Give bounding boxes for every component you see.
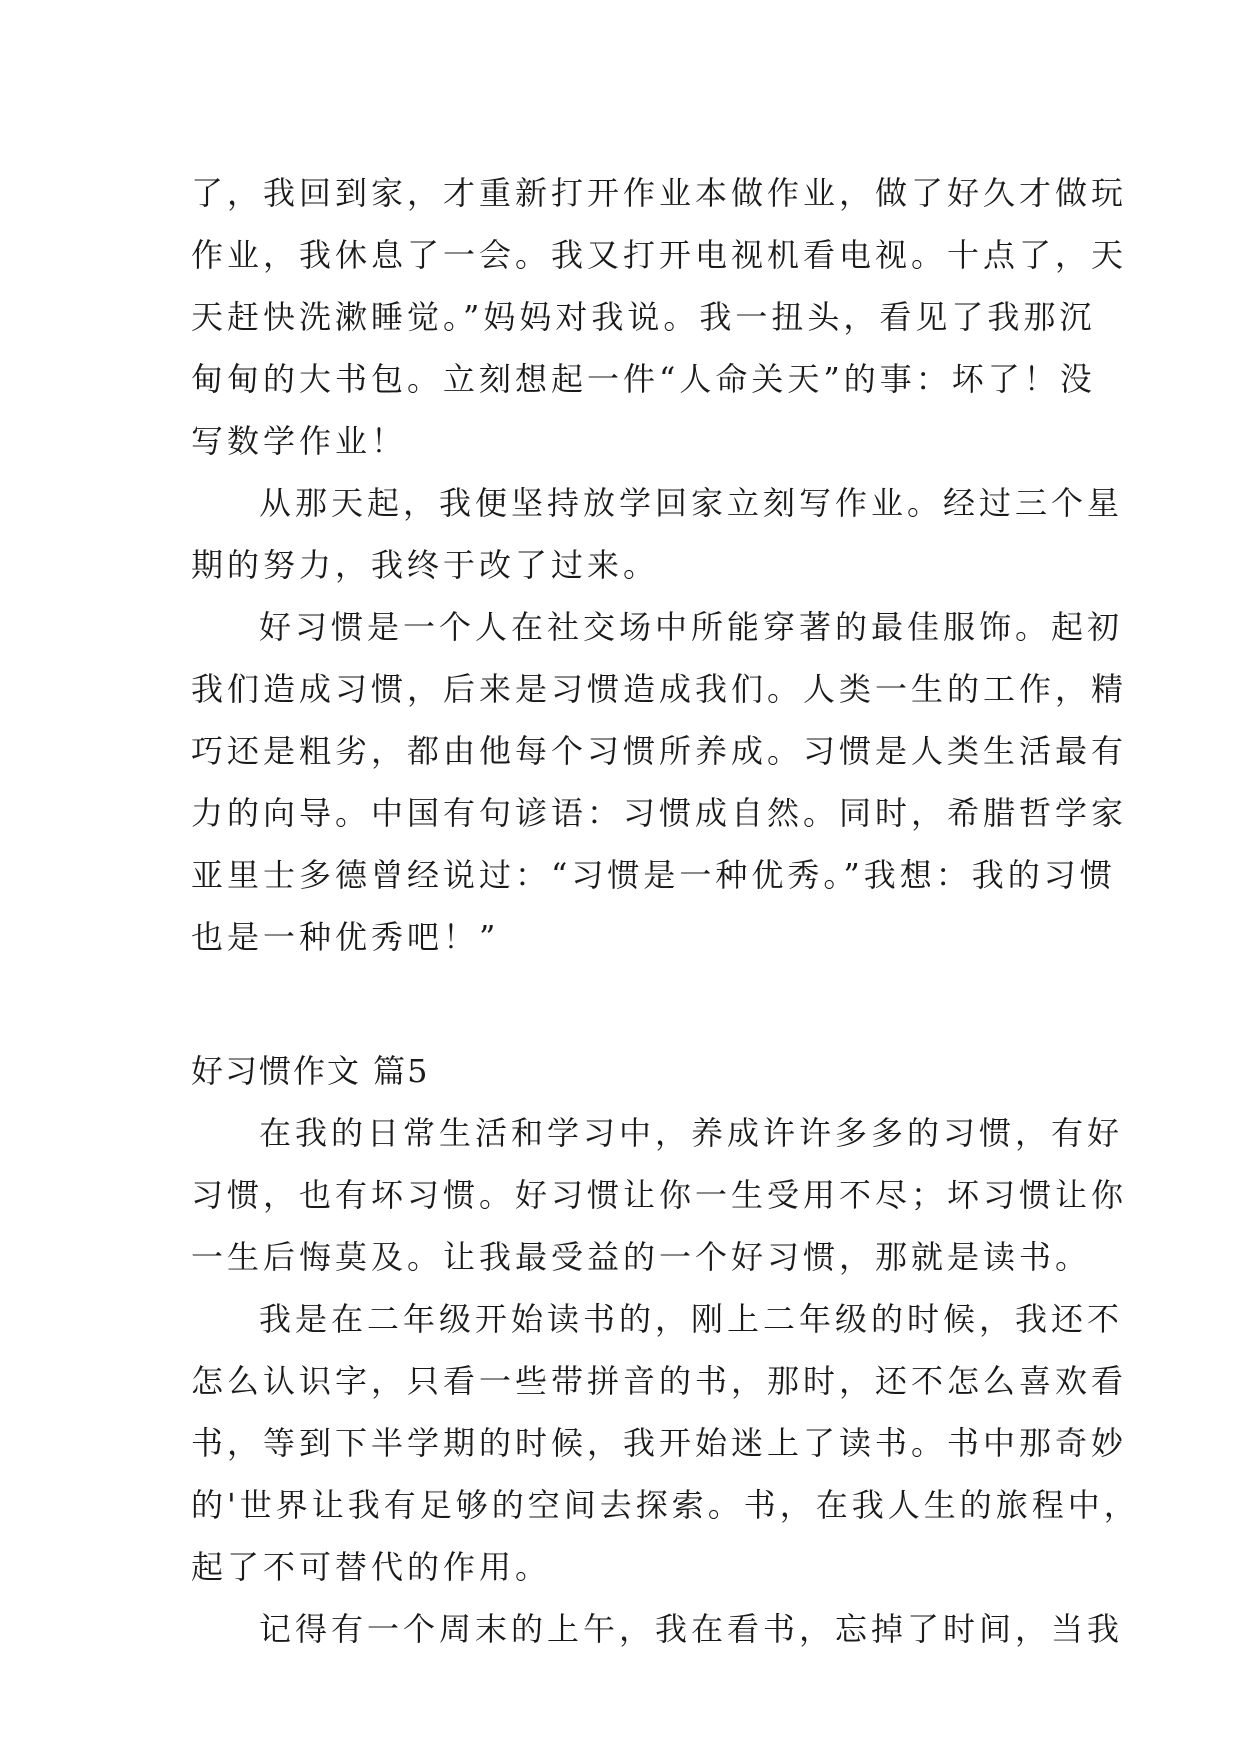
text-line: 甸甸的大书包。立刻想起一件“人命关天”的事：坏了！没 bbox=[191, 360, 1096, 398]
section-essay-5 bbox=[191, 1040, 1140, 1660]
text-line: 的'世界让我有足够的空间去探索。书，在我人生的旅程中， bbox=[191, 1486, 1140, 1524]
text-line: 从那天起，我便坚持放学回家立刻写作业。经过三个星 bbox=[259, 484, 1124, 522]
section-spacer bbox=[191, 968, 1056, 1040]
text-line: 力的向导。中国有句谚语：习惯成自然。同时，希腊哲学家 bbox=[191, 794, 1128, 832]
text-line: 亚里士多德曾经说过：“习惯是一种优秀。”我想：我的习惯 bbox=[191, 856, 1116, 894]
paragraph bbox=[191, 1288, 1140, 1598]
text-line: 一生后悔莫及。让我最受益的一个好习惯，那就是读书。 bbox=[191, 1238, 1092, 1276]
text-line: 我们造成习惯，后来是习惯造成我们。人类一生的工作，精 bbox=[191, 670, 1128, 708]
document-page bbox=[191, 162, 1140, 1660]
paragraph bbox=[191, 596, 1128, 968]
text-line: 记得有一个周末的上午，我在看书，忘掉了时间，当我 bbox=[259, 1610, 1124, 1648]
paragraph bbox=[191, 1598, 1124, 1660]
text-line: 在我的日常生活和学习中，养成许许多多的习惯，有好 bbox=[259, 1114, 1124, 1152]
section-continuation bbox=[191, 162, 1128, 968]
text-line: 了，我回到家，才重新打开作业本做作业，做了好久才做玩 bbox=[191, 174, 1128, 212]
text-line: 天赶快洗漱睡觉。”妈妈对我说。我一扭头，看见了我那沉 bbox=[191, 298, 1096, 336]
section-heading: 好习惯作文 篇5 bbox=[191, 1052, 430, 1090]
text-line: 作业，我休息了一会。我又打开电视机看电视。十点了，天 bbox=[191, 236, 1128, 274]
text-line: 起了不可替代的作用。 bbox=[191, 1548, 552, 1586]
paragraph bbox=[191, 1102, 1128, 1288]
text-line: 好习惯是一个人在社交场中所能穿著的最佳服饰。起初 bbox=[259, 608, 1124, 646]
paragraph bbox=[191, 162, 1128, 472]
text-line: 期的努力，我终于改了过来。 bbox=[191, 546, 660, 584]
text-line: 也是一种优秀吧！” bbox=[191, 918, 500, 956]
text-line: 怎么认识字，只看一些带拼音的书，那时，还不怎么喜欢看 bbox=[191, 1362, 1128, 1400]
text-line: 我是在二年级开始读书的，刚上二年级的时候，我还不 bbox=[259, 1300, 1124, 1338]
text-line: 写数学作业！ bbox=[191, 422, 408, 460]
text-line: 书，等到下半学期的时候，我开始迷上了读书。书中那奇妙 bbox=[191, 1424, 1128, 1462]
paragraph bbox=[191, 472, 1124, 596]
text-line: 习惯，也有坏习惯。好习惯让你一生受用不尽；坏习惯让你 bbox=[191, 1176, 1128, 1214]
text-line: 巧还是粗劣，都由他每个习惯所养成。习惯是人类生活最有 bbox=[191, 732, 1128, 770]
